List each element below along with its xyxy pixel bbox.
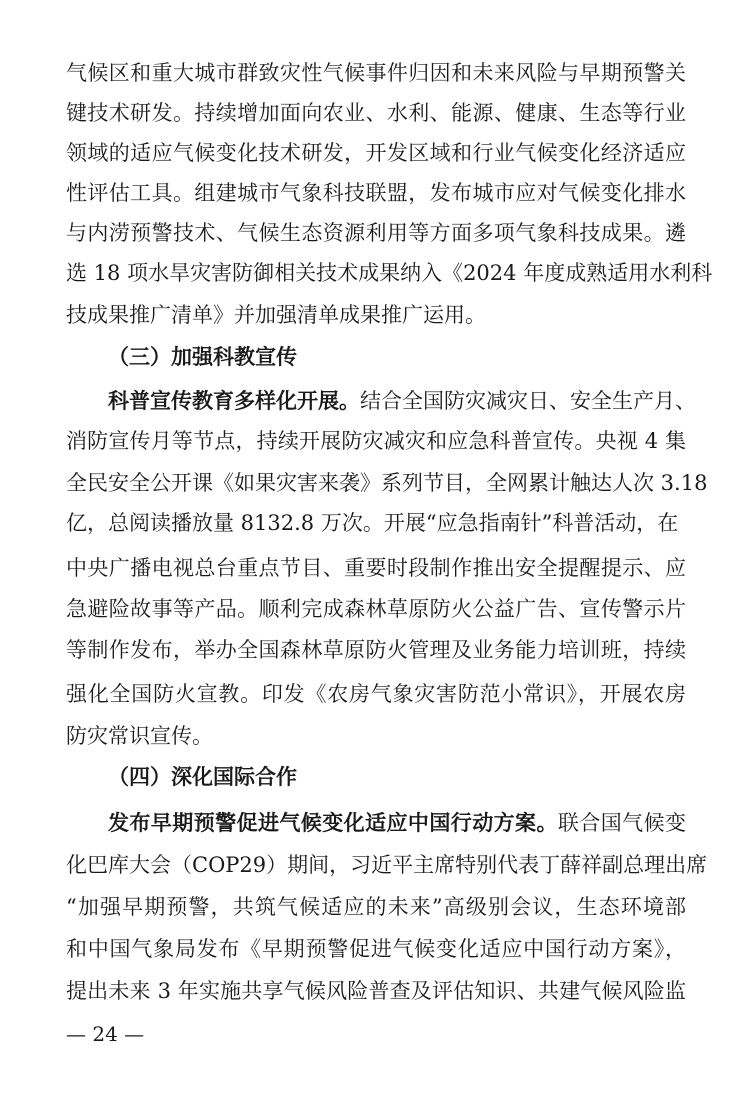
- section-heading: （四）深化国际合作: [108, 765, 297, 789]
- lead-text: 结合全国防灾减灾日、安全生产月、: [360, 389, 696, 413]
- text-line: 性评估工具。组建城市气象科技联盟，发布城市应对气候变化排水: [66, 181, 686, 205]
- text-line: 技成果推广清单》并加强清单成果推广运用。: [66, 303, 486, 327]
- text-line: 中央广播电视总台重点节目、重要时段制作推出安全提醒提示、应: [66, 556, 686, 580]
- text-line: 与内涝预警技术、气候生态资源利用等方面多项气象科技成果。遴: [66, 221, 686, 245]
- paragraph-lead-line: [66, 803, 686, 843]
- text-line: 等制作发布，举办全国森林草原防火管理及业务能力培训班，持续: [66, 638, 686, 662]
- text-line: 强化全国防火宣教。印发《农房气象灾害防范小常识》，开展农房: [66, 682, 686, 706]
- text-line: 化巴库大会（COP29）期间，习近平主席特别代表丁薛祥副总理出席: [66, 853, 708, 877]
- text-line: 消防宣传月等节点，持续开展防灾减灾和应急科普宣传。央视 4 集: [66, 429, 686, 453]
- text-line: 提出未来 3 年实施共享气候风险普查及评估知识、共建气候风险监: [66, 979, 686, 1003]
- lead-bold-text: 科普宣传教育多样化开展。: [108, 389, 360, 413]
- text-line: 防灾常识宣传。: [66, 724, 213, 748]
- section-heading: （三）加强科教宣传: [108, 345, 297, 369]
- text-line: 键技术研发。持续增加面向农业、水利、能源、健康、生态等行业: [66, 101, 686, 125]
- paragraph-lead-line: [66, 381, 696, 421]
- lead-text: 联合国气候变: [557, 811, 687, 835]
- page-number: — 24 —: [66, 1022, 145, 1046]
- text-line: “加强早期预警，共筑气候适应的未来”高级别会议，生态环境部: [66, 895, 686, 919]
- text-line: 全民安全公开课《如果灾害来袭》系列节目，全网累计触达人次 3.18: [66, 471, 708, 495]
- text-line: 选 18 项水旱灾害防御相关技术成果纳入《2024 年度成熟适用水利科: [66, 261, 713, 285]
- text-line: 和中国气象局发布《早期预警促进气候变化适应中国行动方案》，: [66, 937, 686, 961]
- text-line: 气候区和重大城市群致灾性气候事件归因和未来风险与早期预警关: [66, 61, 686, 85]
- text-line: 急避险故事等产品。顺利完成森林草原防火公益广告、宣传警示片: [66, 597, 686, 621]
- text-line: 领域的适应气候变化技术研发，开发区域和行业气候变化经济适应: [66, 141, 686, 165]
- text-line: 亿，总阅读播放量 8132.8 万次。开展“应急指南针”科普活动，在: [66, 511, 679, 535]
- lead-bold-text: 发布早期预警促进气候变化适应中国行动方案。: [108, 811, 558, 835]
